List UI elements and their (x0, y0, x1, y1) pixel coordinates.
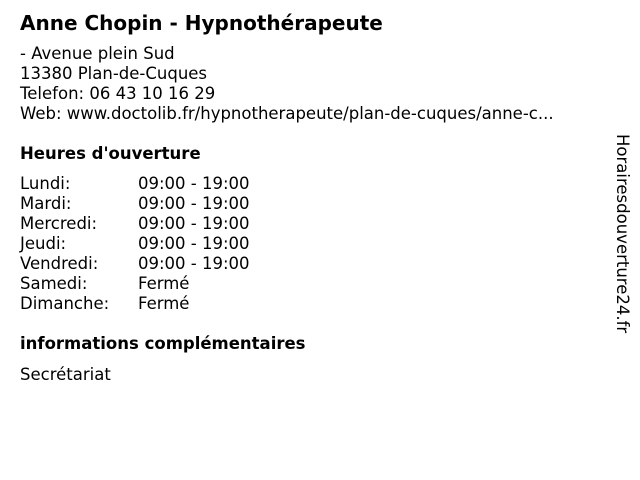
day-label: Dimanche: (20, 294, 110, 313)
day-label: Vendredi: (20, 254, 99, 273)
hours-row-tuesday (20, 194, 250, 214)
site-watermark: Horairesdouverture24.fr (613, 134, 632, 334)
time-value: 09:00 - 19:00 (138, 234, 250, 253)
address-block (20, 44, 554, 124)
hours-heading: Heures d'ouverture (20, 144, 201, 163)
hours-row-friday (20, 254, 250, 274)
time-value: Fermé (138, 274, 190, 293)
time-value: 09:00 - 19:00 (138, 254, 250, 273)
opening-hours-table (20, 174, 250, 314)
time-value: 09:00 - 19:00 (138, 194, 250, 213)
hours-row-wednesday (20, 214, 250, 234)
time-value: 09:00 - 19:00 (138, 174, 250, 193)
city-address: 13380 Plan-de-Cuques (20, 64, 208, 83)
website-link[interactable]: Web: www.doctolib.fr/hypnotherapeute/plan-de-cuques/anne-c... (20, 104, 554, 123)
hours-row-sunday (20, 294, 250, 314)
day-label: Jeudi: (20, 234, 67, 253)
day-label: Samedi: (20, 274, 88, 293)
page-title: Anne Chopin - Hypnothérapeute (20, 11, 383, 35)
hours-row-saturday (20, 274, 250, 294)
day-label: Mercredi: (20, 214, 98, 233)
time-value: 09:00 - 19:00 (138, 214, 250, 233)
hours-row-monday (20, 174, 250, 194)
hours-row-thursday (20, 234, 250, 254)
info-text: Secrétariat (20, 365, 111, 384)
day-label: Lundi: (20, 174, 71, 193)
day-label: Mardi: (20, 194, 72, 213)
time-value: Fermé (138, 294, 190, 313)
street-address: - Avenue plein Sud (20, 44, 175, 63)
phone-number: Telefon: 06 43 10 16 29 (20, 84, 216, 103)
info-heading: informations complémentaires (20, 334, 306, 353)
